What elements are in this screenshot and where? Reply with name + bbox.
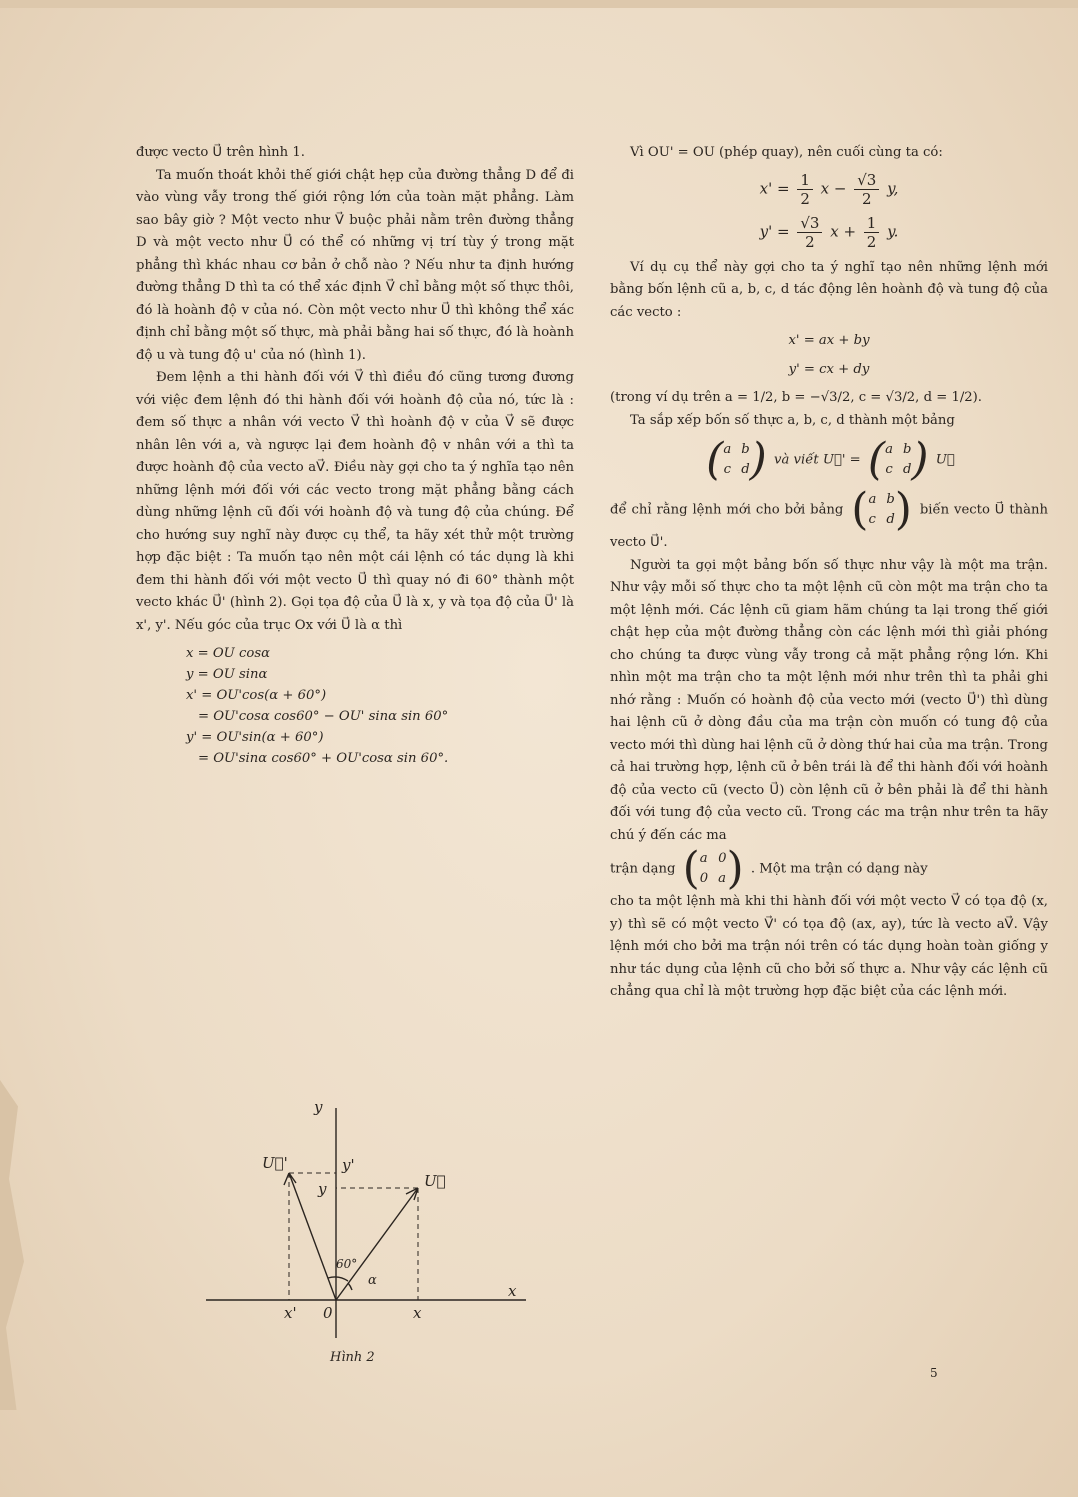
fraction: $\frac{1}{2}$ [864, 214, 880, 251]
equation-line: x = OU cosα [186, 646, 270, 661]
angle-60-arc [328, 1277, 348, 1281]
angle-alpha-label: α [368, 1273, 377, 1288]
eq-term: y' = [759, 222, 790, 240]
u-label: U⃗ [424, 1172, 446, 1190]
right-paragraph-2: (trong ví dụ trên a = 1/2, b = −√3/2, c = √3/2, d = 1/2). [610, 390, 982, 405]
u-prime-label: U⃗' [262, 1154, 288, 1172]
left-paragraph-1: Ta muốn thoát khỏi thế giới chật hẹp của đường thẳng D để đi vào vùng vẫy trong thế giới rộng lớn của toàn mặt phẳng. Làm sao bây giờ ? Một vecto như V⃗ buộc phải nằm trên đường thẳng D và một vecto như U⃗ có thể có những vị trí tùy ý trong mặt phẳng thì khác nhau cơ bản ở chỗ nào ? Nếu như ta định hướng đường thẳng D thì ta có thể xác định V⃗ chỉ bằng một số thực thôi, đó là hoành độ v của nó. Còn một vecto như U⃗ thì không thể xác định chỉ bằng một số thực, mà phải bằng hai số thực, đó là hoành độ u và tung độ u' của nó (hình 1). [136, 167, 574, 363]
fraction: $\frac{√3}{2}$ [854, 171, 879, 208]
matrix-equation [610, 434, 1048, 485]
equation-y-prime [610, 214, 1048, 251]
right-paragraph-4: để chỉ rằng lệnh mới cho bởi bảng ( a b c d ) biến vecto U⃗ thành vecto U⃗'. [610, 484, 1048, 550]
x-axis-label: x [508, 1282, 517, 1300]
equation-line: y = OU sinα [186, 667, 268, 682]
matrix: ( a b c d ) [867, 434, 929, 485]
right-paragraph-6: trận dạng ( a 0 0 a ) . Một ma trận có dạng này [610, 843, 928, 894]
equation-line: x' = OU'cos(α + 60°) [186, 688, 327, 703]
left-paragraph-0: được vecto U⃗ trên hình 1. [136, 145, 305, 160]
eq-term: x + [830, 222, 857, 240]
left-paragraph-2: Đem lệnh a thi hành đối với V⃗ thì điều đó cũng tương đương với việc đem lệnh đó thi hành đối với hoành độ của nó, tức là : đem số thực a nhân với vecto V⃗ thì hoành độ v của V⃗ sẽ được nhân lên với a, và ngược lại đem hoành độ v nhân với a thì ta được hoành độ của vecto aV⃗. Điều này gợi cho ta ý nghĩa tạo nên những lệnh mới đối với các vecto trong mặt phẳng bằng cách dùng những lệnh cũ đối với hoành độ và tung độ của chúng. Để cho hướng suy nghĩ này được cụ thể, ta hãy xét thử một trường hợp đặc biệt : Ta muốn tạo nên một cái lệnh có tác dụng là khi đem thi hành đối với một vecto U⃗ thì quay nó đi 60° thành một vecto khác U⃗' (hình 2). Gọi tọa độ của U⃗ là x, y và tọa độ của U⃗' là x', y'. Nếu góc của trục Ox với U⃗ là α thì [136, 370, 574, 633]
eq-term: U⃗ [935, 452, 955, 468]
projection-lines [289, 1173, 418, 1300]
right-paragraph-0: Vì OU' = OU (phép quay), nên cuối cùng ta có: [630, 145, 943, 160]
eq-term: x' = [759, 179, 790, 197]
figure-caption: Hình 2 [330, 1350, 375, 1365]
origin-label: 0 [323, 1304, 333, 1322]
fraction: $\frac{√3}{2}$ [797, 214, 822, 251]
right-paragraph-1: Ví dụ cụ thể này gợi cho ta ý nghĩ tạo nên những lệnh mới bằng bốn lệnh cũ a, b, c, d tác động lên hoành độ và tung độ của các vecto : [610, 259, 1048, 320]
matrix: ( a b c d ) [706, 434, 767, 485]
equation-x-prime [610, 171, 1048, 208]
equation-line: y' = OU'sin(α + 60°) [186, 730, 324, 745]
left-column [136, 142, 574, 775]
rotation-equations [186, 643, 574, 769]
x-prime-label: x' [284, 1304, 297, 1322]
vector-u-prime [289, 1173, 336, 1300]
eq-term: y, [887, 179, 899, 197]
figure-hinh-2 [196, 1088, 536, 1378]
right-column [610, 142, 1048, 1004]
y-label: y [318, 1180, 327, 1198]
matrix: ( a 0 0 a ) [682, 843, 744, 894]
eq-term: y. [887, 222, 899, 240]
y-prime-label: y' [342, 1156, 355, 1174]
equation-line: = OU'cosα cos60° − OU' sinα sin 60° [198, 709, 449, 724]
fraction: $\frac{1}{2}$ [797, 171, 813, 208]
torn-edge [0, 1080, 30, 1410]
angle-alpha-arc [348, 1283, 352, 1290]
equation-line: = OU'sinα cos60° + OU'cosα sin 60°. [198, 751, 449, 766]
equation-ax-by: x' = ax + by [788, 333, 870, 348]
arrow-u-prime [284, 1173, 296, 1185]
eq-term: x − [820, 179, 847, 197]
x-label: x [413, 1304, 422, 1322]
eq-term: và viết U⃗' = [774, 452, 861, 468]
right-paragraph-5: Người ta gọi một bảng bốn số thực như vậy là một ma trận. Như vậy mỗi số thực cho ta một lệnh cũ còn một ma trận cho ta một lệnh mới. Các lệnh cũ giam hãm chúng ta lại trong thế giới chật hẹp của một đường thẳng còn các lệnh mới thì giải phóng cho chúng ta được vùng vẫy trong cả mặt phẳng rộng lớn. Khi nhìn một ma trận cho ta một lệnh mới như trên thì ta phải ghi nhớ rằng : Muốn có hoành độ của vecto mới (vecto U⃗') thì dùng hai lệnh cũ ở dòng đầu của ma trận còn muốn có tung độ của vecto mới thì dùng hai lệnh cũ ở dòng thứ hai của ma trận. Trong cả hai trường hợp, lệnh cũ ở bên trái là để thi hành đối với hoành độ của vecto cũ (vecto U⃗) còn lệnh cũ ở bên phải là để thi hành đối với tung độ của vecto cũ. Trong các ma trận như trên ta hãy chú ý đến các ma [610, 557, 1048, 843]
equation-cx-dy: y' = cx + dy [788, 361, 870, 377]
right-paragraph-3: Ta sắp xếp bốn số thực a, b, c, d thành một bảng [630, 412, 955, 428]
right-paragraph-7: cho ta một lệnh mà khi thi hành đối với một vecto V⃗ có tọa độ (x, y) thì sẽ có một vecto V⃗' có tọa độ (ax, ay), tức là vecto aV⃗. Vậy lệnh mới cho bởi ma trận nói trên có tác dụng hoàn toàn giống y như tác dụng của lệnh cũ cho bởi số thực a. Như vậy các lệnh cũ chẳng qua chỉ là một trường hợp đặc biệt của các lệnh mới. [610, 894, 1048, 999]
paper-top-edge [0, 0, 1078, 8]
page-number: 5 [930, 1366, 938, 1380]
angle-60-label: 60° [336, 1257, 358, 1271]
y-axis-label: y [314, 1098, 323, 1116]
matrix: ( a b c d ) [851, 484, 912, 535]
